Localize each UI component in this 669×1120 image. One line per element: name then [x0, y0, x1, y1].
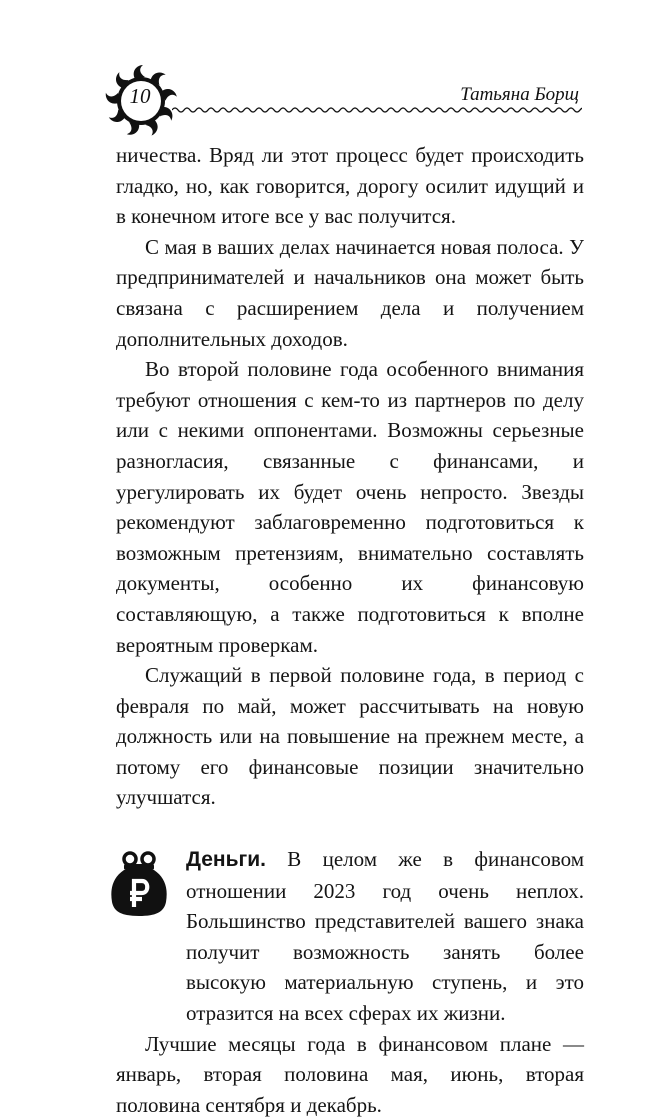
paragraph: Во второй половине года особенного внимания требуют отношения с кем-то из партнеров по делу или с некими оппонентами. Возможны серьезные разногласия, связанные с финансами, и урегулировать их будет очень непросто. Звезды рекомендуют заблаговременно подготовиться к возможным претензиям, внимательно составлять документы, особенно их финансовую составляющую, а также подготовиться к вполне вероятным проверкам. — [116, 357, 584, 657]
paragraph: ничества. Вряд ли этот процесс будет происходить гладко, но, как говорится, дорогу осилит идущий и в конечном итоге все у вас получится. — [116, 143, 584, 229]
running-head-author: Татьяна Борщ — [460, 84, 579, 105]
ruble-purse-icon — [110, 850, 168, 918]
page-number: 10 — [129, 84, 151, 108]
paragraph: С мая в ваших делах начинается новая полоса. У предпринимателей и начальников она может быть связана с расширением дела и получением дополнительных доходов. — [116, 234, 584, 351]
money-section — [116, 844, 584, 1120]
money-text: В целом же в финансовом отношении 2023 год очень неплох. Большинство представителей вашего знака получит возможность занять более высокую материальную ступень, и это отразится на всех сферах их жизни. — [186, 847, 584, 1026]
paragraph: Служащий в первой половине года, в период с февраля по май, может рассчитывать на новую должность или на повышение на прежнем месте, а потому его финансовые позиции значительно улучшатся. — [116, 663, 584, 810]
page-header — [0, 0, 669, 140]
page-body — [116, 140, 584, 1120]
money-paragraph-2: Лучшие месяцы года в финансовом плане — январь, вторая половина мая, июнь, вторая половина сентября и декабрь. — [116, 1031, 584, 1117]
money-heading: Деньги. — [186, 848, 266, 872]
